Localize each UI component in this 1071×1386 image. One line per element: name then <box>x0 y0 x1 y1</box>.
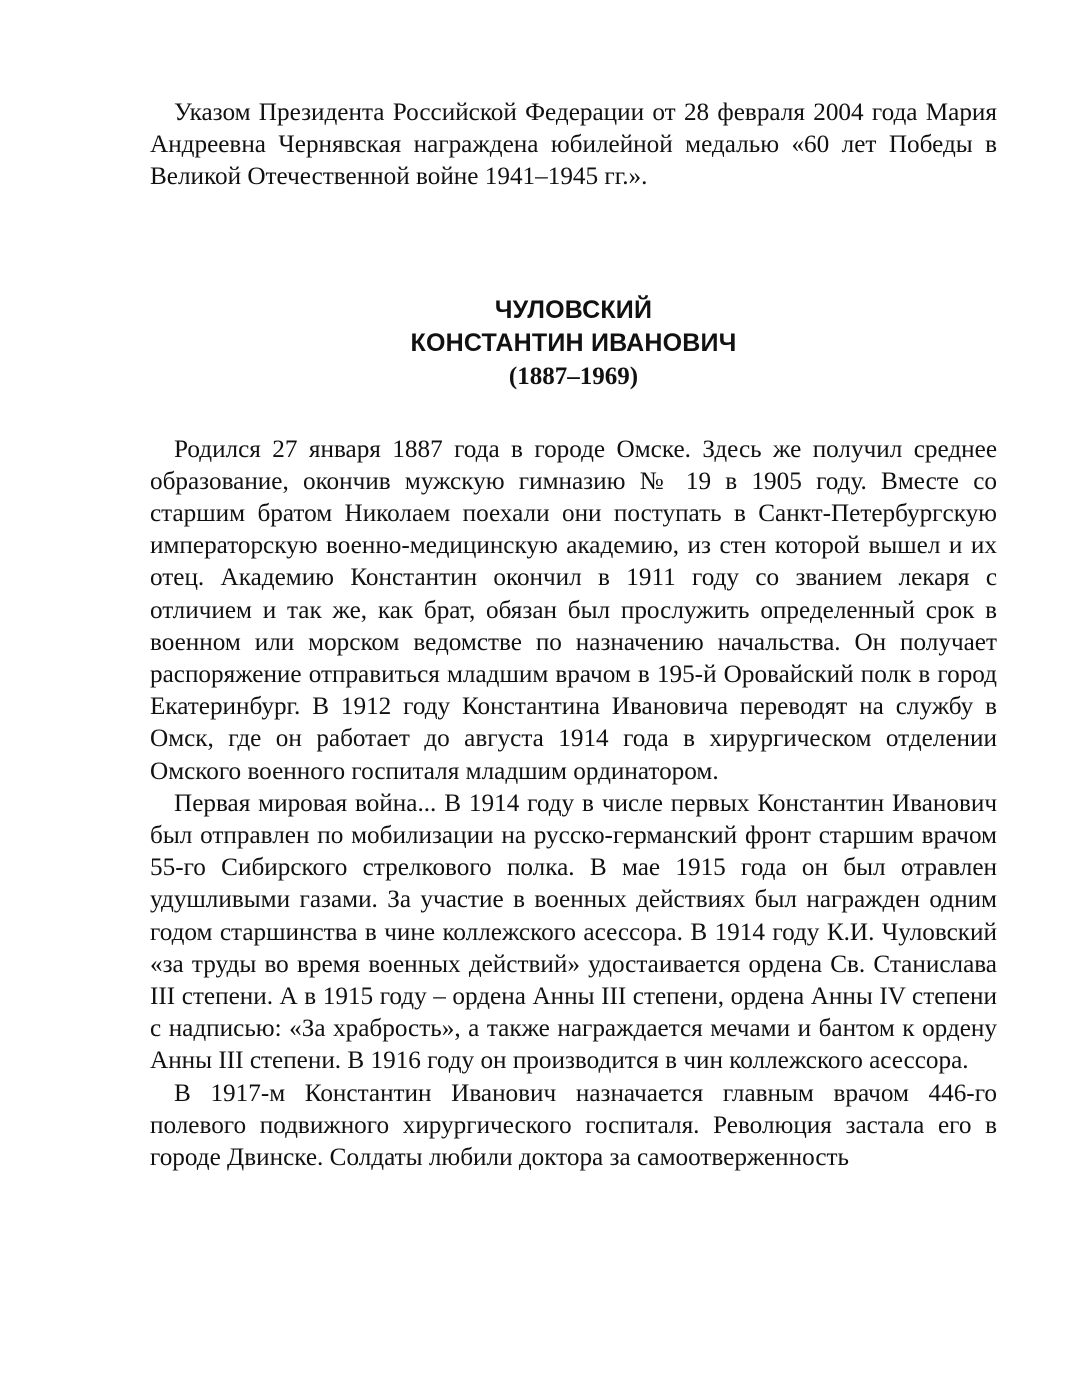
heading-given-names: КОНСТАНТИН ИВАНОВИЧ <box>410 328 737 357</box>
heading-years: (1887–1969) <box>508 362 639 390</box>
body-paragraph: Первая мировая война... В 1914 году в числе первых Константин Иванович был отправлен по мобилизации на русско-германский фронт старшим врачом 55-го Сибирского стрелкового полка. В мае 1915 года он был отравлен удушливыми газами. За участие в военных действиях был награжден одним годом старшинства в чине коллежского асессора. В 1914 году К.И. Чуловский «за труды во время военных действий» удостаивается ордена Св. Станислава III степени. А в 1915 году – ордена Анны III степени, ордена Анны IV степени с надписью: «За храбрость», а также награждается мечами и бантом к ордену Анны III степени. В 1916 году он производится в чин коллежского асессора. <box>150 789 997 1075</box>
body-paragraph: В 1917-м Константин Иванович назначается главным врачом 446-го полевого подвижного хирургического госпиталя. Революция застала его в городе Двинске. Солдаты любили доктора за самоотверженность <box>150 1079 997 1172</box>
intro-paragraph: Указом Президента Российской Федерации от 28 февраля 2004 года Мария Андреевна Чернявская награждена юбилейной медалью «60 лет Победы в Великой Отечественной войне 1941–1945 гг.». <box>150 99 997 191</box>
biography-body <box>150 434 997 1175</box>
body-paragraph: Родился 27 января 1887 года в городе Омске. Здесь же получил среднее образование, окончив мужскую гимназию № 19 в 1905 году. Вместе со старшим братом Николаем поехали они поступать в Санкт-Петербургскую императорскую военно-медицинскую академию, из стен которой вышел и их отец. Академию Константин окончил в 1911 году со званием лекаря с отличием и так же, как брат, обязан был прослужить определенный срок в военном или морском ведомстве по назначению начальства. Он получает распоряжение отправиться младшим врачом в 195-й Оровайский полк в город Екатеринбург. В 1912 году Константина Ивановича переводят на службу в Омск, где он работает до августа 1914 года в хирургическом отделении Омского военного госпиталя младшим ординатором. <box>150 435 997 785</box>
document-page <box>150 97 997 1174</box>
heading-surname: ЧУЛОВСКИЙ <box>494 295 653 324</box>
biography-heading <box>150 294 997 393</box>
